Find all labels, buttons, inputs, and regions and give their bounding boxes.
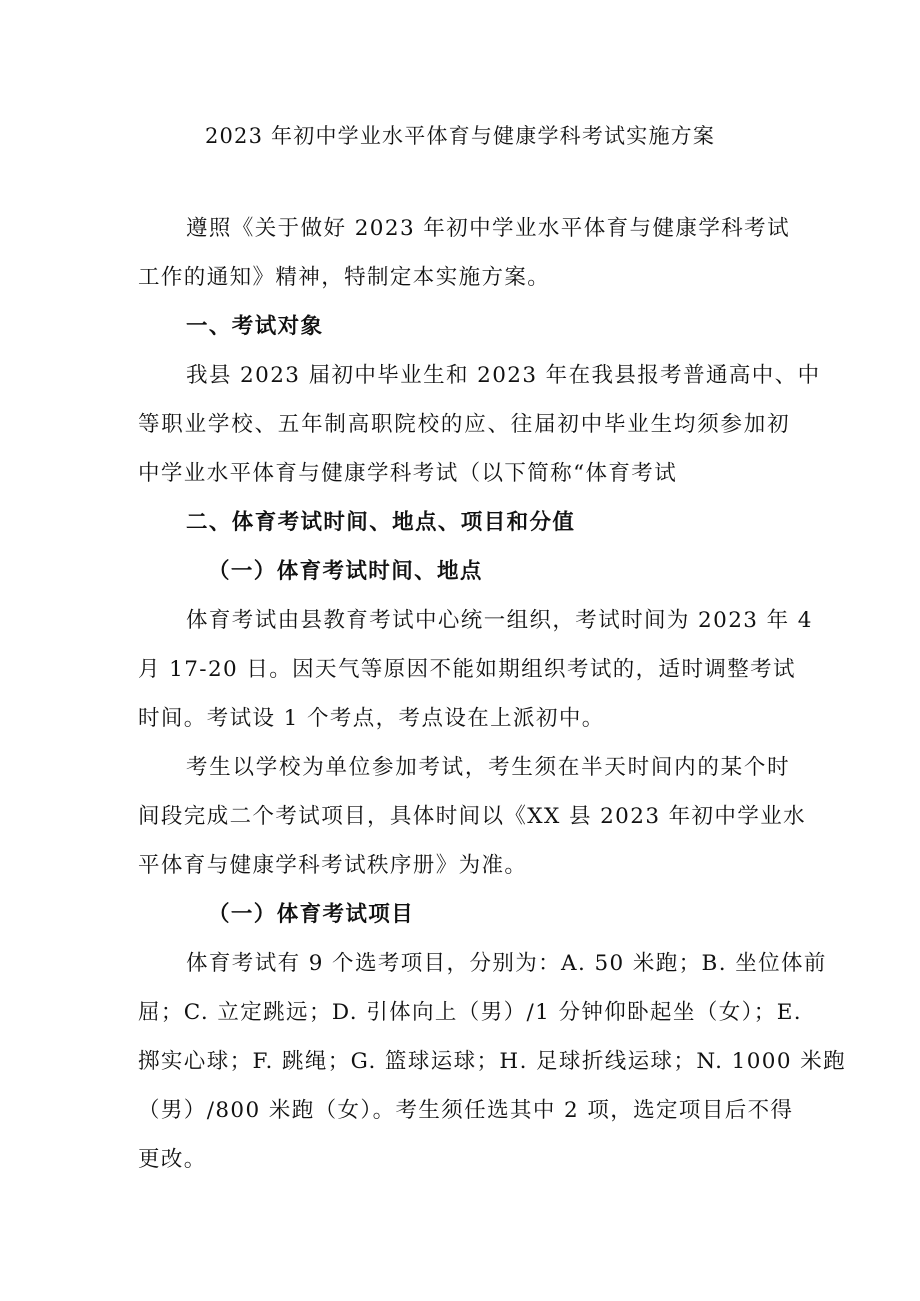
document-title: 2023 年初中学业水平体育与健康学科考试实施方案 [204, 124, 716, 148]
section-1-heading: 一、考试对象 [186, 314, 324, 339]
subsection-2-heading: （一）体育考试项目 [208, 902, 415, 927]
subsection-1-para-2-line-3: 平体育与健康学科考试秩序册》为准。 [138, 853, 528, 878]
subsection-2-line-3: 掷实心球；F. 跳绳；G. 篮球运球；H. 足球折线运球；N. 1000 米跑 [138, 1049, 846, 1074]
subsection-1-para-2-line-2: 间段完成二个考试项目，具体时间以《XX 县 2023 年初中学业水 [138, 804, 807, 829]
subsection-1-para-1-line-1: 体育考试由县教育考试中心统一组织，考试时间为 2023 年 4 [186, 608, 813, 633]
subsection-1-para-1-line-3: 时间。考试设 1 个考点，考点设在上派初中。 [138, 706, 605, 731]
subsection-1-para-1-line-2: 月 17-20 日。因天气等原因不能如期组织考试的，适时调整考试 [138, 657, 796, 682]
subsection-2-line-2: 屈；C. 立定跳远；D. 引体向上（男）/1 分钟仰卧起坐（女）；E. [138, 1000, 803, 1025]
intro-line-2: 工作的通知》精神，特制定本实施方案。 [138, 265, 551, 290]
subsection-2-line-4: （男）/800 米跑（女）。考生须任选其中 2 项，选定项目后不得 [138, 1098, 794, 1123]
subsection-1-heading: （一）体育考试时间、地点 [208, 559, 483, 584]
section-2-heading: 二、体育考试时间、地点、项目和分值 [186, 510, 576, 535]
subsection-2-line-5: 更改。 [138, 1147, 207, 1172]
section-1-line-3: 中学业水平体育与健康学科考试（以下简称“体育考试 [138, 461, 678, 486]
section-1-line-1: 我县 2023 届初中毕业生和 2023 年在我县报考普通高中、中 [186, 363, 821, 388]
subsection-2-line-1: 体育考试有 9 个选考项目，分别为：A. 50 米跑；B. 坐位体前 [186, 951, 827, 976]
subsection-1-para-2-line-1: 考生以学校为单位参加考试，考生须在半天时间内的某个时 [186, 755, 790, 780]
intro-line-1: 遵照《关于做好 2023 年初中学业水平体育与健康学科考试 [186, 216, 790, 241]
section-1-line-2: 等职业学校、五年制高职院校的应、往届初中毕业生均须参加初 [138, 412, 790, 437]
